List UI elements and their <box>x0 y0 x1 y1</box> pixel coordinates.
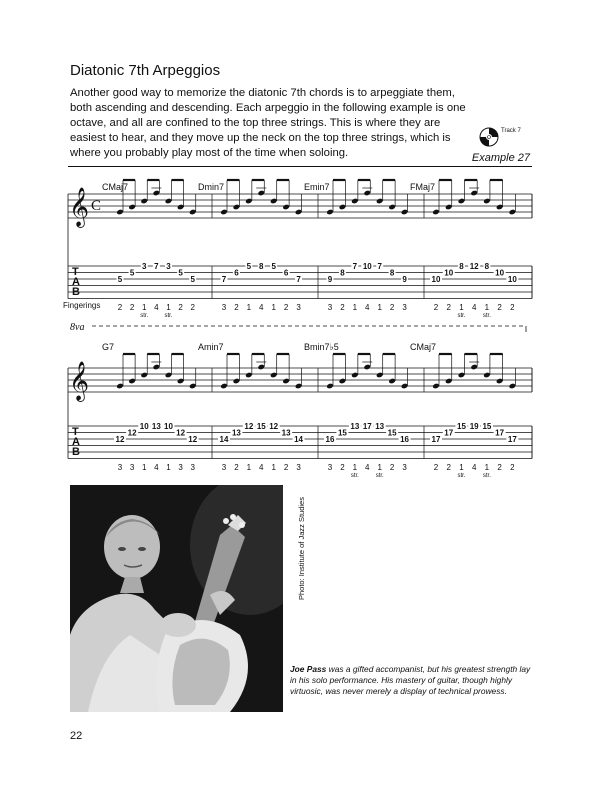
tab-number: 12 <box>127 428 137 438</box>
fingering: 1 <box>377 303 382 312</box>
fingering: 2 <box>446 303 451 312</box>
chord-symbol: G7 <box>102 342 115 352</box>
fingering: 1 <box>484 463 490 472</box>
tab-number: 5 <box>129 268 135 278</box>
fingering: 2 <box>510 303 515 312</box>
fingering: 2 <box>190 303 195 312</box>
tab-number: 5 <box>190 275 195 284</box>
tab-number: 13 <box>281 428 291 438</box>
fingering: 1 <box>459 463 464 472</box>
tab-number: 5 <box>271 262 276 271</box>
tab-number: 7 <box>296 275 301 284</box>
fingering: 1 <box>142 303 147 312</box>
tab-number: 10 <box>507 275 517 284</box>
tab-number: 17 <box>495 428 505 438</box>
fingering: 1 <box>271 303 276 312</box>
tab-number: 17 <box>507 435 517 444</box>
tab-number: 15 <box>457 422 466 431</box>
tab-number: 8 <box>340 268 345 278</box>
tab-number: 6 <box>234 268 239 278</box>
tab-number: 6 <box>283 268 289 278</box>
chord-symbol: CMaj7 <box>410 342 437 352</box>
tab-number: 8 <box>389 268 395 278</box>
fingering: 4 <box>471 463 477 472</box>
caption-name: Joe Pass <box>290 664 327 674</box>
fingering: 2 <box>234 303 239 312</box>
fingering: 3 <box>327 303 333 312</box>
tab-number: 10 <box>431 275 441 284</box>
str-label: str. <box>457 473 466 479</box>
fingering: 2 <box>340 303 345 312</box>
str-label: str. <box>482 473 491 479</box>
fingering: 2 <box>433 463 439 472</box>
tab-number: 17 <box>444 428 454 438</box>
chord-symbol: FMaj7 <box>410 182 436 192</box>
str-label: str. <box>140 313 149 319</box>
fingering: 1 <box>166 303 171 312</box>
fingering: 1 <box>377 463 382 472</box>
fingering: 3 <box>178 463 183 472</box>
tab-letter: T <box>72 426 79 438</box>
fingering: 2 <box>234 463 239 472</box>
tab-number: 10 <box>495 268 505 278</box>
tab-number: 19 <box>469 422 479 431</box>
fingering: 3 <box>402 463 407 472</box>
fingering: 3 <box>327 463 333 472</box>
tab-number: 13 <box>375 422 385 431</box>
tab-number: 10 <box>444 268 454 278</box>
fingering: 3 <box>221 463 227 472</box>
time-signature: C <box>91 198 102 214</box>
tab-number: 5 <box>117 275 123 284</box>
tab-number: 7 <box>377 262 382 271</box>
joe-pass-photo <box>70 485 283 712</box>
tab-number: 7 <box>352 262 358 271</box>
caption-text: was a gifted accompanist, but his greatest strength lay in his solo performance. His mastery of guitar, though highly virtuosic, was never merely a display of technical prowess. <box>290 664 531 696</box>
tab-letter: A <box>72 276 80 288</box>
tab-number: 17 <box>362 422 372 431</box>
fingering: 2 <box>446 463 451 472</box>
tab-letter: T <box>72 266 79 278</box>
treble-clef-icon: 𝄞 <box>69 187 90 227</box>
fingering: 1 <box>271 463 276 472</box>
tab-number: 3 <box>166 262 171 271</box>
tab-letter: B <box>72 286 80 298</box>
page-number: 22 <box>70 730 83 742</box>
tab-letter: B <box>72 446 80 458</box>
fingering: 2 <box>497 303 502 312</box>
fingering: 2 <box>178 303 183 312</box>
fingering: 2 <box>389 303 395 312</box>
fingering: 1 <box>352 303 358 312</box>
fingering: 2 <box>283 303 289 312</box>
tab-number: 8 <box>259 262 264 271</box>
tab-number: 7 <box>154 262 159 271</box>
tab-number: 10 <box>139 422 149 431</box>
tab-number: 12 <box>188 435 198 444</box>
tab-number: 9 <box>402 275 407 284</box>
fingering: 3 <box>129 463 135 472</box>
intro-paragraph: Another good way to memorize the diatonic 7th chords is to arpeggiate them, both ascending and descending. Each arpeggio in the following example is one octave, and all are confined to the top three strings. This is where they are easiest to hear, and they move up the neck on the top three strings, which is where you probably play most of the time when soloing. <box>70 87 466 159</box>
fingering: 2 <box>497 463 502 472</box>
tab-number: 10 <box>164 422 173 431</box>
fingering: 3 <box>296 463 301 472</box>
section-heading: Diatonic 7th Arpeggios <box>70 62 221 79</box>
tab-number: 12 <box>244 422 254 431</box>
fingering: 2 <box>389 463 395 472</box>
fingering: 2 <box>340 463 345 472</box>
fingering: 4 <box>365 303 370 312</box>
tab-number: 12 <box>269 422 279 431</box>
tab-letter: A <box>72 436 80 448</box>
tab-number: 15 <box>482 422 492 431</box>
tab-number: 15 <box>256 422 266 431</box>
fingering: 1 <box>246 463 252 472</box>
tab-number: 9 <box>327 275 333 284</box>
chord-symbol: Amin7 <box>198 342 224 352</box>
fingering: 3 <box>296 303 301 312</box>
chord-symbol: Bmin7♭5 <box>304 342 339 352</box>
tab-number: 5 <box>178 268 183 278</box>
tab-number: 12 <box>176 428 186 438</box>
tab-number: 15 <box>337 428 347 438</box>
fingering: 3 <box>190 463 195 472</box>
fingering: 1 <box>246 303 252 312</box>
fingerings-label: Fingerings <box>63 301 101 310</box>
example-label: Example 27 <box>471 152 530 164</box>
fingering: 3 <box>221 303 227 312</box>
tab-number: 16 <box>325 435 335 444</box>
fingering: 1 <box>484 303 490 312</box>
fingering: 1 <box>459 303 464 312</box>
tab-number: 13 <box>151 422 161 431</box>
tab-number: 8 <box>484 262 490 271</box>
tab-number: 12 <box>469 262 479 271</box>
tab-number: 7 <box>221 275 227 284</box>
fingering: 1 <box>352 463 358 472</box>
fingering: 3 <box>402 303 407 312</box>
treble-clef-icon: 𝄞 <box>69 361 90 401</box>
fingering: 2 <box>117 303 123 312</box>
fingering: 4 <box>471 303 477 312</box>
ottava-marking: 8va <box>70 322 85 333</box>
photo-credit: Photo: Institute of Jazz Studies <box>297 497 306 600</box>
fingering: 4 <box>154 303 159 312</box>
tab-number: 10 <box>362 262 372 271</box>
tab-number: 14 <box>219 435 229 444</box>
str-label: str. <box>164 313 173 319</box>
tab-number: 13 <box>350 422 360 431</box>
fingering: 4 <box>365 463 370 472</box>
chord-symbol: Dmin7 <box>198 182 225 192</box>
tab-number: 5 <box>246 262 252 271</box>
fingering: 3 <box>117 463 123 472</box>
fingering: 2 <box>510 463 515 472</box>
fingering: 1 <box>142 463 147 472</box>
str-label: str. <box>482 313 491 319</box>
fingering: 4 <box>259 463 264 472</box>
tab-number: 12 <box>115 435 125 444</box>
tab-number: 17 <box>431 435 441 444</box>
fingering: 1 <box>166 463 171 472</box>
chord-symbol: CMaj7 <box>102 182 129 192</box>
tab-number: 3 <box>142 262 147 271</box>
fingering: 2 <box>433 303 439 312</box>
chord-symbol: Emin7 <box>304 182 330 192</box>
tab-number: 16 <box>400 435 409 444</box>
tab-number: 13 <box>231 428 241 438</box>
str-label: str. <box>375 473 384 479</box>
fingering: 2 <box>129 303 135 312</box>
tab-number: 14 <box>294 435 303 444</box>
track-label: Track 7 <box>501 128 521 134</box>
tab-number: 8 <box>459 262 464 271</box>
fingering: 4 <box>259 303 264 312</box>
str-label: str. <box>350 473 359 479</box>
photo-caption <box>290 664 535 697</box>
fingering: 2 <box>283 463 289 472</box>
fingering: 4 <box>154 463 159 472</box>
str-label: str. <box>457 313 466 319</box>
tab-number: 15 <box>387 428 397 438</box>
